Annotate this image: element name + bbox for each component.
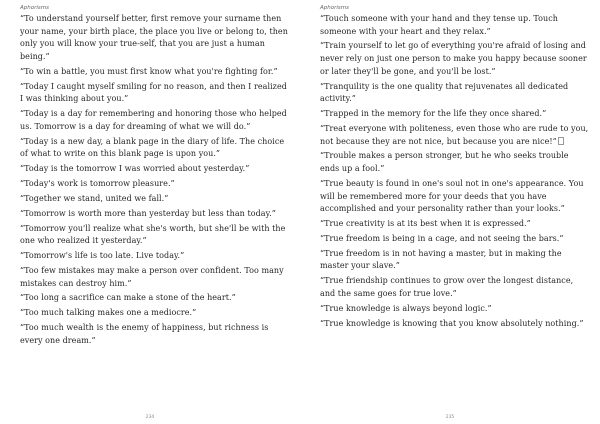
quote: “Too much talking makes one a mediocre.” xyxy=(20,308,197,318)
quote: “Trapped in the memory for the life they once shared.” xyxy=(320,109,547,119)
quote: “Tomorrow is worth more than yesterday but less than today.” xyxy=(20,208,276,218)
quote-text: “Treat everyone with politeness, even those who are rude to you, not because they are not nice, but because you are nice!” xyxy=(320,123,589,146)
quote: “Train yourself to let go of everything you're afraid of losing and never rely on just one person to make you happy because sooner or later they'll be gone, and you'll be lost.” xyxy=(320,41,587,76)
quote: “True knowledge is knowing that you know absolutely nothing.” xyxy=(320,318,584,328)
quote: “Trouble makes a person stronger, but he who seeks trouble ends up a fool.” xyxy=(320,151,569,174)
quote: “To win a battle, you must first know what you're fighting for.” xyxy=(20,66,278,76)
running-header: Aphorisms xyxy=(20,5,49,11)
quote: “Today is the tomorrow I was worried about yesterday.” xyxy=(20,164,250,174)
quote-list xyxy=(320,13,590,330)
quote: “Touch someone with your hand and they tense up. Touch someone with your heart and they relax.” xyxy=(320,14,558,36)
quote: “Too much wealth is the enemy of happiness, but richness is every one dream.” xyxy=(20,323,269,345)
quote: “Today is a day for remembering and honoring those who helped us. Tomorrow is a day for dreaming of what we will do.” xyxy=(20,109,287,131)
page-number: 234 xyxy=(145,415,155,420)
right-page xyxy=(300,0,600,424)
page-number: 235 xyxy=(445,415,455,420)
quote: “Too few mistakes may make a person over confident. Too many mistakes can destroy him.” xyxy=(20,265,284,288)
quote: “Today is a new day, a blank page in the diary of life. The choice of what to write on this blank page is upon you.” xyxy=(20,136,285,159)
quote: “Together we stand, united we fall.” xyxy=(20,193,169,203)
quote: “To understand yourself better, first remove your surname then your name, your birth place, the place you live or belong to, then only you will know your true-self, that you are just a human being.” xyxy=(20,14,288,61)
quote: “True freedom is being in a cage, and not seeing the bars.” xyxy=(320,233,564,243)
running-header: Aphorisms xyxy=(320,5,349,11)
quote: “True creativity is at its best when it is expressed.” xyxy=(320,218,531,228)
quote: “Tranquility is the one quality that rejuvenates all dedicated activity.” xyxy=(320,81,569,104)
quote: “Too long a sacrifice can make a stone of the heart.” xyxy=(20,293,236,303)
quote xyxy=(320,123,590,148)
quote: “True knowledge is always beyond logic.” xyxy=(320,303,492,313)
missing-glyph-icon xyxy=(558,137,564,145)
quote: “True freedom is in not having a master, but in making the master your slave.” xyxy=(320,248,562,271)
quote: “True friendship continues to grow over the longest distance, and the same goes for true love.” xyxy=(320,276,574,298)
quote: “Today's work is tomorrow pleasure.” xyxy=(20,178,175,188)
quote: “Today I caught myself smiling for no reason, and then I realized I was thinking about you.” xyxy=(20,81,287,104)
quote: “Tomorrow's life is too late. Live today.” xyxy=(20,251,185,261)
quote-list xyxy=(20,13,290,347)
quote: “True beauty is found in one's soul not in one's appearance. You will be remembered more for your deeds that you have accomplished and your personality rather than your looks.” xyxy=(320,178,584,214)
quote: “Tomorrow you'll realize what she's worth, but she'll be with the one who realized it yesterday.” xyxy=(20,223,286,246)
